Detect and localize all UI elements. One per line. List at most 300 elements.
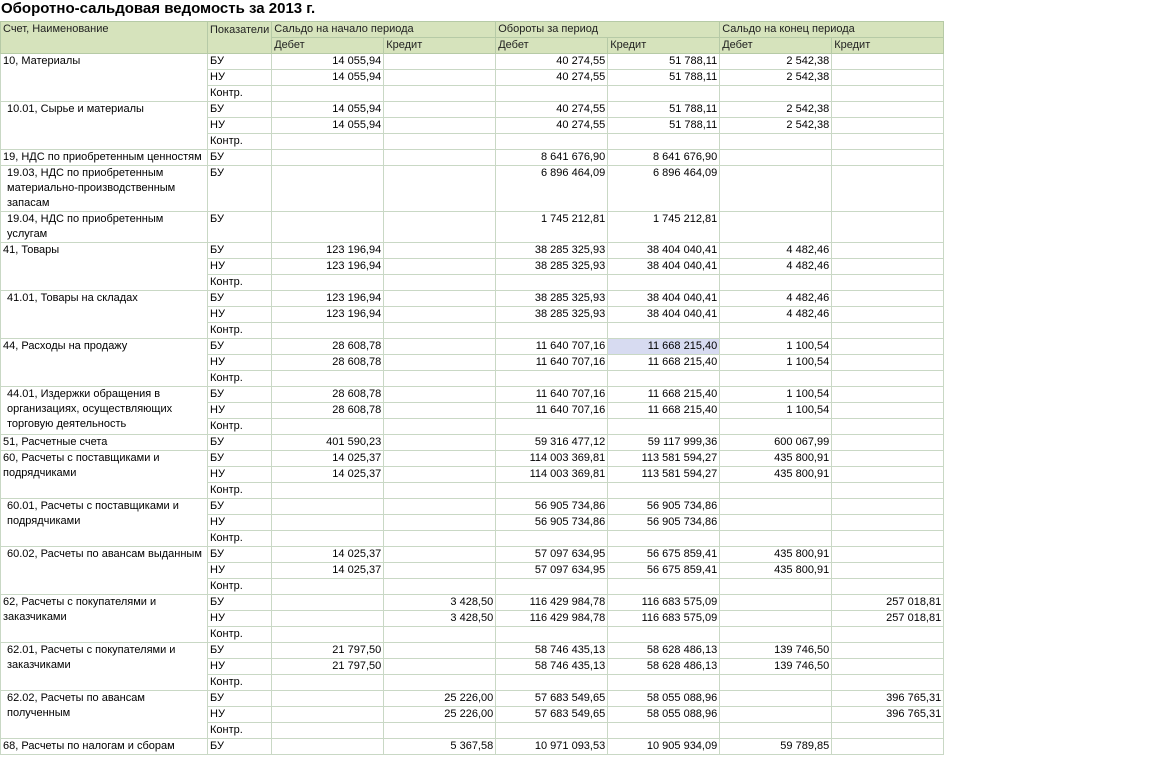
start-debit-cell[interactable] <box>272 275 384 291</box>
end-credit-cell[interactable] <box>832 86 944 102</box>
turnover-credit-cell[interactable] <box>608 86 720 102</box>
start-debit-cell[interactable]: 14 025,37 <box>272 451 384 467</box>
turnover-credit-cell[interactable]: 113 581 594,27 <box>608 467 720 483</box>
start-debit-cell[interactable]: 14 025,37 <box>272 547 384 563</box>
start-debit-cell[interactable]: 14 025,37 <box>272 563 384 579</box>
turnover-debit-cell[interactable] <box>496 483 608 499</box>
start-debit-cell[interactable]: 14 055,94 <box>272 54 384 70</box>
header-end-balance[interactable]: Сальдо на конец периода <box>720 22 944 38</box>
turnover-debit-cell[interactable] <box>496 579 608 595</box>
start-credit-cell[interactable] <box>384 675 496 691</box>
start-credit-cell[interactable] <box>384 659 496 675</box>
turnover-credit-cell[interactable]: 56 675 859,41 <box>608 547 720 563</box>
turnover-debit-cell[interactable] <box>496 531 608 547</box>
end-credit-cell[interactable] <box>832 435 944 451</box>
indicator-cell[interactable]: Контр. <box>208 419 272 435</box>
end-debit-cell[interactable]: 4 482,46 <box>720 307 832 323</box>
indicator-cell[interactable]: БУ <box>208 595 272 611</box>
start-credit-cell[interactable] <box>384 118 496 134</box>
turnover-credit-cell[interactable] <box>608 627 720 643</box>
turnover-credit-cell[interactable]: 8 641 676,90 <box>608 150 720 166</box>
account-name-cell[interactable]: 19, НДС по приобретенным ценностям <box>1 150 208 166</box>
start-debit-cell[interactable]: 28 608,78 <box>272 339 384 355</box>
start-credit-cell[interactable]: 25 226,00 <box>384 691 496 707</box>
turnover-credit-cell[interactable]: 56 905 734,86 <box>608 499 720 515</box>
indicator-cell[interactable]: НУ <box>208 259 272 275</box>
header-turnover[interactable]: Обороты за период <box>496 22 720 38</box>
indicator-cell[interactable]: НУ <box>208 563 272 579</box>
start-debit-cell[interactable] <box>272 499 384 515</box>
turnover-debit-cell[interactable] <box>496 419 608 435</box>
indicator-cell[interactable]: НУ <box>208 118 272 134</box>
start-credit-cell[interactable] <box>384 419 496 435</box>
end-debit-cell[interactable]: 139 746,50 <box>720 659 832 675</box>
turnover-credit-cell[interactable]: 59 117 999,36 <box>608 435 720 451</box>
end-debit-cell[interactable]: 600 067,99 <box>720 435 832 451</box>
account-name-cell[interactable]: 62.01, Расчеты с покупателями и заказчиками <box>1 643 208 691</box>
turnover-debit-cell[interactable]: 57 097 634,95 <box>496 547 608 563</box>
end-debit-cell[interactable] <box>720 499 832 515</box>
start-debit-cell[interactable] <box>272 531 384 547</box>
start-credit-cell[interactable] <box>384 166 496 212</box>
turnover-credit-cell[interactable]: 38 404 040,41 <box>608 291 720 307</box>
end-credit-cell[interactable] <box>832 307 944 323</box>
start-debit-cell[interactable]: 21 797,50 <box>272 643 384 659</box>
turnover-debit-cell[interactable]: 38 285 325,93 <box>496 307 608 323</box>
start-debit-cell[interactable] <box>272 627 384 643</box>
turnover-debit-cell[interactable]: 57 097 634,95 <box>496 563 608 579</box>
start-credit-cell[interactable] <box>384 435 496 451</box>
end-debit-cell[interactable] <box>720 595 832 611</box>
start-debit-cell[interactable] <box>272 150 384 166</box>
end-debit-cell[interactable]: 1 100,54 <box>720 355 832 371</box>
turnover-credit-cell[interactable]: 116 683 575,09 <box>608 595 720 611</box>
end-debit-cell[interactable] <box>720 691 832 707</box>
turnover-debit-cell[interactable]: 114 003 369,81 <box>496 467 608 483</box>
turnover-debit-cell[interactable] <box>496 627 608 643</box>
end-credit-cell[interactable] <box>832 70 944 86</box>
turnover-debit-cell[interactable] <box>496 86 608 102</box>
end-credit-cell[interactable] <box>832 579 944 595</box>
turnover-credit-cell[interactable] <box>608 371 720 387</box>
end-credit-cell[interactable] <box>832 323 944 339</box>
start-credit-cell[interactable] <box>384 531 496 547</box>
turnover-credit-cell[interactable]: 11 668 215,40 <box>608 339 720 355</box>
indicator-cell[interactable]: НУ <box>208 611 272 627</box>
turnover-credit-cell[interactable]: 11 668 215,40 <box>608 355 720 371</box>
indicator-cell[interactable]: БУ <box>208 643 272 659</box>
turnover-debit-cell[interactable] <box>496 371 608 387</box>
turnover-credit-cell[interactable]: 56 675 859,41 <box>608 563 720 579</box>
start-debit-cell[interactable]: 401 590,23 <box>272 435 384 451</box>
start-credit-cell[interactable] <box>384 291 496 307</box>
indicator-cell[interactable]: БУ <box>208 435 272 451</box>
indicator-cell[interactable]: Контр. <box>208 723 272 739</box>
turnover-credit-cell[interactable] <box>608 531 720 547</box>
indicator-cell[interactable]: НУ <box>208 70 272 86</box>
account-name-cell[interactable]: 19.03, НДС по приобретенным материально-производственным запасам <box>1 166 208 212</box>
turnover-debit-cell[interactable]: 11 640 707,16 <box>496 387 608 403</box>
end-credit-cell[interactable] <box>832 339 944 355</box>
account-name-cell[interactable]: 51, Расчетные счета <box>1 435 208 451</box>
end-credit-cell[interactable] <box>832 275 944 291</box>
start-credit-cell[interactable] <box>384 134 496 150</box>
end-debit-cell[interactable]: 2 542,38 <box>720 70 832 86</box>
end-credit-cell[interactable] <box>832 134 944 150</box>
indicator-cell[interactable]: НУ <box>208 659 272 675</box>
turnover-debit-cell[interactable]: 58 746 435,13 <box>496 643 608 659</box>
header-end-credit[interactable]: Кредит <box>832 38 944 54</box>
indicator-cell[interactable]: БУ <box>208 499 272 515</box>
account-name-cell[interactable]: 10.01, Сырье и материалы <box>1 102 208 150</box>
indicator-cell[interactable]: Контр. <box>208 579 272 595</box>
end-credit-cell[interactable] <box>832 547 944 563</box>
start-credit-cell[interactable]: 3 428,50 <box>384 611 496 627</box>
turnover-debit-cell[interactable] <box>496 134 608 150</box>
start-credit-cell[interactable] <box>384 627 496 643</box>
end-credit-cell[interactable] <box>832 259 944 275</box>
turnover-debit-cell[interactable]: 56 905 734,86 <box>496 515 608 531</box>
end-debit-cell[interactable]: 435 800,91 <box>720 467 832 483</box>
start-credit-cell[interactable] <box>384 515 496 531</box>
start-debit-cell[interactable] <box>272 691 384 707</box>
turnover-credit-cell[interactable]: 113 581 594,27 <box>608 451 720 467</box>
header-turnover-credit[interactable]: Кредит <box>608 38 720 54</box>
account-name-cell[interactable]: 60, Расчеты с поставщиками и подрядчиками <box>1 451 208 499</box>
end-debit-cell[interactable]: 1 100,54 <box>720 403 832 419</box>
end-credit-cell[interactable] <box>832 643 944 659</box>
start-debit-cell[interactable]: 14 055,94 <box>272 118 384 134</box>
turnover-debit-cell[interactable]: 59 316 477,12 <box>496 435 608 451</box>
start-debit-cell[interactable] <box>272 419 384 435</box>
turnover-debit-cell[interactable]: 56 905 734,86 <box>496 499 608 515</box>
turnover-debit-cell[interactable] <box>496 675 608 691</box>
indicator-cell[interactable]: БУ <box>208 243 272 259</box>
turnover-debit-cell[interactable]: 11 640 707,16 <box>496 339 608 355</box>
start-credit-cell[interactable]: 5 367,58 <box>384 739 496 755</box>
start-debit-cell[interactable] <box>272 86 384 102</box>
start-credit-cell[interactable] <box>384 243 496 259</box>
indicator-cell[interactable]: Контр. <box>208 371 272 387</box>
indicator-cell[interactable]: НУ <box>208 403 272 419</box>
start-debit-cell[interactable]: 123 196,94 <box>272 259 384 275</box>
end-debit-cell[interactable]: 2 542,38 <box>720 118 832 134</box>
account-name-cell[interactable]: 60.01, Расчеты с поставщиками и подрядчиками <box>1 499 208 547</box>
indicator-cell[interactable]: БУ <box>208 691 272 707</box>
turnover-debit-cell[interactable]: 40 274,55 <box>496 118 608 134</box>
end-credit-cell[interactable] <box>832 243 944 259</box>
end-debit-cell[interactable] <box>720 483 832 499</box>
turnover-debit-cell[interactable]: 114 003 369,81 <box>496 451 608 467</box>
start-credit-cell[interactable] <box>384 102 496 118</box>
turnover-credit-cell[interactable] <box>608 419 720 435</box>
end-debit-cell[interactable] <box>720 150 832 166</box>
end-credit-cell[interactable] <box>832 54 944 70</box>
account-name-cell[interactable]: 19.04, НДС по приобретенным услугам <box>1 212 208 243</box>
start-credit-cell[interactable] <box>384 387 496 403</box>
indicator-cell[interactable]: БУ <box>208 166 272 212</box>
end-credit-cell[interactable] <box>832 166 944 212</box>
start-debit-cell[interactable] <box>272 707 384 723</box>
start-credit-cell[interactable]: 3 428,50 <box>384 595 496 611</box>
indicator-cell[interactable]: НУ <box>208 467 272 483</box>
turnover-debit-cell[interactable]: 1 745 212,81 <box>496 212 608 243</box>
end-credit-cell[interactable] <box>832 659 944 675</box>
end-debit-cell[interactable] <box>720 723 832 739</box>
start-debit-cell[interactable] <box>272 515 384 531</box>
indicator-cell[interactable]: БУ <box>208 291 272 307</box>
turnover-credit-cell[interactable]: 11 668 215,40 <box>608 403 720 419</box>
start-credit-cell[interactable] <box>384 547 496 563</box>
start-debit-cell[interactable]: 123 196,94 <box>272 243 384 259</box>
start-credit-cell[interactable]: 25 226,00 <box>384 707 496 723</box>
turnover-debit-cell[interactable]: 57 683 549,65 <box>496 691 608 707</box>
start-credit-cell[interactable] <box>384 323 496 339</box>
end-debit-cell[interactable]: 4 482,46 <box>720 259 832 275</box>
start-debit-cell[interactable]: 14 055,94 <box>272 70 384 86</box>
turnover-debit-cell[interactable]: 38 285 325,93 <box>496 259 608 275</box>
start-debit-cell[interactable]: 28 608,78 <box>272 387 384 403</box>
end-debit-cell[interactable] <box>720 134 832 150</box>
end-credit-cell[interactable] <box>832 355 944 371</box>
start-debit-cell[interactable] <box>272 675 384 691</box>
account-name-cell[interactable]: 68, Расчеты по налогам и сборам <box>1 739 208 755</box>
turnover-credit-cell[interactable]: 38 404 040,41 <box>608 259 720 275</box>
indicator-cell[interactable]: Контр. <box>208 275 272 291</box>
end-debit-cell[interactable]: 435 800,91 <box>720 451 832 467</box>
start-credit-cell[interactable] <box>384 499 496 515</box>
start-debit-cell[interactable]: 14 025,37 <box>272 467 384 483</box>
end-credit-cell[interactable] <box>832 739 944 755</box>
start-credit-cell[interactable] <box>384 643 496 659</box>
start-debit-cell[interactable]: 123 196,94 <box>272 291 384 307</box>
turnover-debit-cell[interactable]: 58 746 435,13 <box>496 659 608 675</box>
end-credit-cell[interactable] <box>832 675 944 691</box>
turnover-credit-cell[interactable]: 58 628 486,13 <box>608 659 720 675</box>
end-credit-cell[interactable] <box>832 467 944 483</box>
end-debit-cell[interactable] <box>720 675 832 691</box>
turnover-debit-cell[interactable]: 6 896 464,09 <box>496 166 608 212</box>
start-credit-cell[interactable] <box>384 275 496 291</box>
indicator-cell[interactable]: Контр. <box>208 675 272 691</box>
turnover-credit-cell[interactable]: 1 745 212,81 <box>608 212 720 243</box>
start-credit-cell[interactable] <box>384 339 496 355</box>
start-credit-cell[interactable] <box>384 259 496 275</box>
turnover-credit-cell[interactable]: 38 404 040,41 <box>608 307 720 323</box>
start-credit-cell[interactable] <box>384 212 496 243</box>
turnover-debit-cell[interactable] <box>496 275 608 291</box>
end-debit-cell[interactable] <box>720 579 832 595</box>
end-debit-cell[interactable] <box>720 166 832 212</box>
turnover-debit-cell[interactable]: 11 640 707,16 <box>496 355 608 371</box>
turnover-credit-cell[interactable]: 51 788,11 <box>608 70 720 86</box>
end-credit-cell[interactable] <box>832 483 944 499</box>
start-credit-cell[interactable] <box>384 371 496 387</box>
account-name-cell[interactable]: 62.02, Расчеты по авансам полученным <box>1 691 208 739</box>
turnover-debit-cell[interactable]: 40 274,55 <box>496 70 608 86</box>
turnover-debit-cell[interactable]: 38 285 325,93 <box>496 243 608 259</box>
start-debit-cell[interactable] <box>272 723 384 739</box>
indicator-cell[interactable]: Контр. <box>208 86 272 102</box>
end-debit-cell[interactable] <box>720 611 832 627</box>
end-debit-cell[interactable] <box>720 86 832 102</box>
indicator-cell[interactable]: НУ <box>208 307 272 323</box>
turnover-credit-cell[interactable]: 51 788,11 <box>608 54 720 70</box>
end-credit-cell[interactable]: 257 018,81 <box>832 611 944 627</box>
end-debit-cell[interactable] <box>720 371 832 387</box>
turnover-credit-cell[interactable] <box>608 579 720 595</box>
start-credit-cell[interactable] <box>384 723 496 739</box>
turnover-credit-cell[interactable] <box>608 134 720 150</box>
end-debit-cell[interactable]: 435 800,91 <box>720 563 832 579</box>
turnover-debit-cell[interactable]: 116 429 984,78 <box>496 595 608 611</box>
end-credit-cell[interactable] <box>832 723 944 739</box>
end-credit-cell[interactable] <box>832 291 944 307</box>
turnover-credit-cell[interactable]: 58 628 486,13 <box>608 643 720 659</box>
turnover-credit-cell[interactable] <box>608 675 720 691</box>
turnover-credit-cell[interactable]: 6 896 464,09 <box>608 166 720 212</box>
end-credit-cell[interactable] <box>832 563 944 579</box>
turnover-credit-cell[interactable]: 58 055 088,96 <box>608 691 720 707</box>
start-credit-cell[interactable] <box>384 54 496 70</box>
start-debit-cell[interactable]: 123 196,94 <box>272 307 384 323</box>
account-name-cell[interactable]: 62, Расчеты с покупателями и заказчиками <box>1 595 208 643</box>
turnover-debit-cell[interactable]: 8 641 676,90 <box>496 150 608 166</box>
end-credit-cell[interactable] <box>832 531 944 547</box>
end-credit-cell[interactable] <box>832 419 944 435</box>
start-debit-cell[interactable]: 14 055,94 <box>272 102 384 118</box>
turnover-debit-cell[interactable]: 116 429 984,78 <box>496 611 608 627</box>
end-credit-cell[interactable]: 396 765,31 <box>832 691 944 707</box>
indicator-cell[interactable]: Контр. <box>208 531 272 547</box>
header-start-credit[interactable]: Кредит <box>384 38 496 54</box>
indicator-cell[interactable]: БУ <box>208 547 272 563</box>
start-credit-cell[interactable] <box>384 483 496 499</box>
start-debit-cell[interactable] <box>272 134 384 150</box>
end-debit-cell[interactable] <box>720 707 832 723</box>
indicator-cell[interactable]: Контр. <box>208 134 272 150</box>
turnover-credit-cell[interactable]: 38 404 040,41 <box>608 243 720 259</box>
start-debit-cell[interactable]: 28 608,78 <box>272 403 384 419</box>
indicator-cell[interactable]: БУ <box>208 212 272 243</box>
end-credit-cell[interactable]: 257 018,81 <box>832 595 944 611</box>
indicator-cell[interactable]: БУ <box>208 451 272 467</box>
end-debit-cell[interactable]: 2 542,38 <box>720 54 832 70</box>
end-debit-cell[interactable] <box>720 323 832 339</box>
turnover-credit-cell[interactable] <box>608 723 720 739</box>
end-credit-cell[interactable] <box>832 371 944 387</box>
turnover-debit-cell[interactable]: 40 274,55 <box>496 102 608 118</box>
start-debit-cell[interactable] <box>272 595 384 611</box>
turnover-credit-cell[interactable]: 56 905 734,86 <box>608 515 720 531</box>
turnover-credit-cell[interactable]: 116 683 575,09 <box>608 611 720 627</box>
indicator-cell[interactable]: Контр. <box>208 483 272 499</box>
end-credit-cell[interactable] <box>832 451 944 467</box>
turnover-credit-cell[interactable] <box>608 323 720 339</box>
start-credit-cell[interactable] <box>384 70 496 86</box>
end-debit-cell[interactable]: 2 542,38 <box>720 102 832 118</box>
start-debit-cell[interactable] <box>272 739 384 755</box>
account-name-cell[interactable]: 60.02, Расчеты по авансам выданным <box>1 547 208 595</box>
indicator-cell[interactable]: НУ <box>208 355 272 371</box>
start-credit-cell[interactable] <box>384 403 496 419</box>
turnover-debit-cell[interactable]: 57 683 549,65 <box>496 707 608 723</box>
start-credit-cell[interactable] <box>384 579 496 595</box>
end-debit-cell[interactable] <box>720 627 832 643</box>
turnover-debit-cell[interactable]: 11 640 707,16 <box>496 403 608 419</box>
indicator-cell[interactable]: БУ <box>208 150 272 166</box>
end-debit-cell[interactable]: 1 100,54 <box>720 339 832 355</box>
end-credit-cell[interactable]: 396 765,31 <box>832 707 944 723</box>
end-credit-cell[interactable] <box>832 150 944 166</box>
end-debit-cell[interactable]: 435 800,91 <box>720 547 832 563</box>
start-debit-cell[interactable] <box>272 166 384 212</box>
start-credit-cell[interactable] <box>384 563 496 579</box>
end-debit-cell[interactable]: 59 789,85 <box>720 739 832 755</box>
end-credit-cell[interactable] <box>832 499 944 515</box>
turnover-debit-cell[interactable] <box>496 323 608 339</box>
start-debit-cell[interactable] <box>272 579 384 595</box>
end-credit-cell[interactable] <box>832 403 944 419</box>
header-account[interactable]: Счет, Наименование <box>1 22 208 54</box>
header-indicator[interactable]: Показатели <box>208 22 272 54</box>
indicator-cell[interactable]: НУ <box>208 707 272 723</box>
end-debit-cell[interactable]: 139 746,50 <box>720 643 832 659</box>
header-start-balance[interactable]: Сальдо на начало периода <box>272 22 496 38</box>
start-debit-cell[interactable] <box>272 212 384 243</box>
turnover-credit-cell[interactable]: 51 788,11 <box>608 118 720 134</box>
end-debit-cell[interactable]: 4 482,46 <box>720 291 832 307</box>
start-debit-cell[interactable]: 21 797,50 <box>272 659 384 675</box>
account-name-cell[interactable]: 10, Материалы <box>1 54 208 102</box>
indicator-cell[interactable]: НУ <box>208 515 272 531</box>
indicator-cell[interactable]: БУ <box>208 102 272 118</box>
turnover-debit-cell[interactable] <box>496 723 608 739</box>
turnover-debit-cell[interactable]: 38 285 325,93 <box>496 291 608 307</box>
end-debit-cell[interactable] <box>720 531 832 547</box>
indicator-cell[interactable]: Контр. <box>208 323 272 339</box>
start-credit-cell[interactable] <box>384 467 496 483</box>
indicator-cell[interactable]: БУ <box>208 739 272 755</box>
end-credit-cell[interactable] <box>832 627 944 643</box>
account-name-cell[interactable]: 44.01, Издержки обращения в организациях, осуществляющих торговую деятельность <box>1 387 208 435</box>
start-credit-cell[interactable] <box>384 355 496 371</box>
start-credit-cell[interactable] <box>384 86 496 102</box>
turnover-credit-cell[interactable] <box>608 275 720 291</box>
end-debit-cell[interactable] <box>720 419 832 435</box>
end-debit-cell[interactable] <box>720 212 832 243</box>
end-debit-cell[interactable] <box>720 275 832 291</box>
end-debit-cell[interactable]: 1 100,54 <box>720 387 832 403</box>
end-credit-cell[interactable] <box>832 102 944 118</box>
start-credit-cell[interactable] <box>384 307 496 323</box>
turnover-credit-cell[interactable]: 10 905 934,09 <box>608 739 720 755</box>
turnover-credit-cell[interactable] <box>608 483 720 499</box>
end-credit-cell[interactable] <box>832 118 944 134</box>
header-turnover-debit[interactable]: Дебет <box>496 38 608 54</box>
indicator-cell[interactable]: БУ <box>208 54 272 70</box>
start-debit-cell[interactable] <box>272 371 384 387</box>
start-debit-cell[interactable] <box>272 483 384 499</box>
header-end-debit[interactable]: Дебет <box>720 38 832 54</box>
start-credit-cell[interactable] <box>384 150 496 166</box>
start-debit-cell[interactable] <box>272 611 384 627</box>
start-debit-cell[interactable] <box>272 323 384 339</box>
turnover-debit-cell[interactable]: 40 274,55 <box>496 54 608 70</box>
end-debit-cell[interactable]: 4 482,46 <box>720 243 832 259</box>
end-credit-cell[interactable] <box>832 212 944 243</box>
account-name-cell[interactable]: 41, Товары <box>1 243 208 291</box>
